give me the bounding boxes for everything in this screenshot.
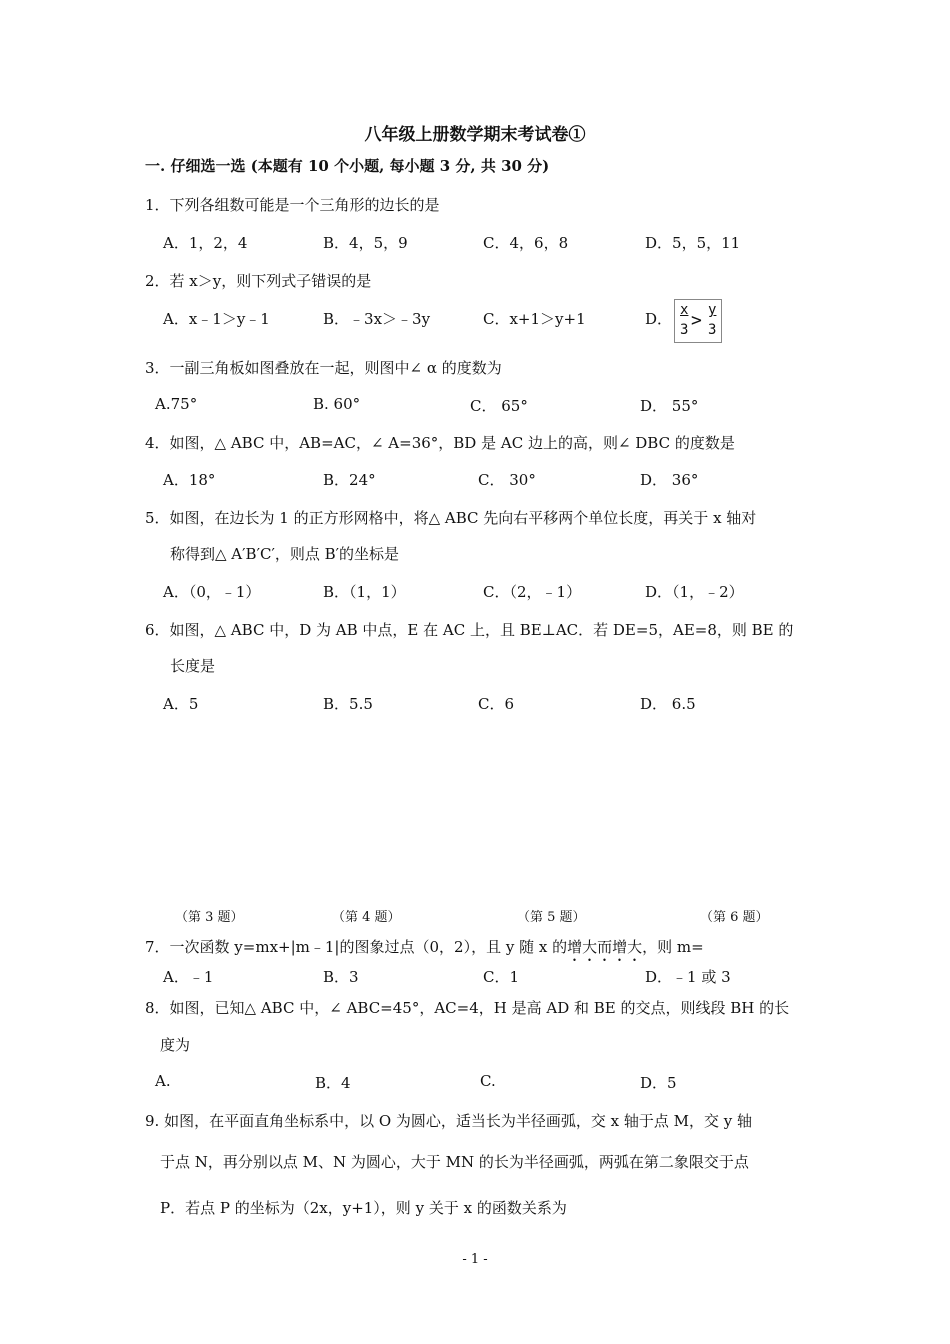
q3-option-a: A.75°	[155, 395, 198, 413]
caption-q3: （第 3 题）	[175, 910, 244, 925]
q7-option-d: D．﹣1 或 3	[645, 968, 731, 986]
caption-q6: （第 6 题）	[700, 910, 769, 925]
question-9: 9. 如图，在平面直角坐标系中，以 O 为圆心，适当长为半径画弧，交 x 轴于点 M，交 y 轴	[145, 1112, 753, 1130]
q3-option-b: B. 60°	[313, 395, 361, 413]
q1-option-a: A．1，2，4	[163, 234, 248, 252]
question-9-cont2: P．若点 P 的坐标为（2x，y+1），则 y 关于 x 的函数关系为	[160, 1199, 567, 1217]
page-title: 八年级上册数学期末考试卷①	[364, 125, 586, 145]
q1-option-b: B．4，5，9	[323, 234, 408, 252]
q4-option-d: D． 36°	[640, 471, 699, 489]
q2-option-d: D．	[645, 310, 673, 328]
section-heading: 一. 仔细选一选 (本题有 10 个小题, 每小题 3 分, 共 30 分)	[145, 157, 550, 175]
q6-option-c: C．6	[478, 695, 515, 713]
question-4: 4．如图，△ ABC 中，AB=AC，∠ A=36°，BD 是 AC 边上的高，则∠ DBC 的度数是	[145, 434, 735, 452]
question-1: 1．下列各组数可能是一个三角形的边长的是	[145, 196, 440, 214]
q6-option-b: B．5.5	[323, 695, 373, 713]
q5-option-d: D．（1，﹣2）	[645, 583, 744, 601]
q4-option-b: B．24°	[323, 471, 376, 489]
question-6: 6．如图，△ ABC 中，D 为 AB 中点，E 在 AC 上，且 BE⊥AC．若 DE=5，AE=8，则 BE 的	[145, 621, 794, 639]
caption-q5: （第 5 题）	[517, 910, 586, 925]
q6-option-d: D． 6.5	[640, 695, 696, 713]
fraction-numerator-x: x	[680, 302, 689, 318]
question-8: 8．如图，已知△ ABC 中，∠ ABC=45°，AC=4，H 是高 AD 和 BE 的交点，则线段 BH 的长	[145, 999, 790, 1017]
q5-option-a: A．（0，﹣1）	[163, 583, 261, 601]
q2-option-b: B．﹣3x＞﹣3y	[323, 310, 431, 328]
question-7	[145, 936, 704, 965]
q3-option-c: C． 65°	[470, 397, 528, 415]
q4-option-a: A．18°	[163, 471, 216, 489]
q2-fraction-image	[674, 299, 722, 343]
question-5: 5．如图，在边长为 1 的正方形网格中，将△ ABC 先向右平移两个单位长度，再关于 x 轴对	[145, 509, 757, 527]
question-6-cont: 长度是	[170, 657, 216, 675]
fraction-denominator-3b: 3	[708, 322, 717, 338]
q7-option-a: A．﹣1	[163, 968, 214, 986]
q4-option-c: C． 30°	[478, 471, 536, 489]
q7-text-part2: ，则 m=	[642, 938, 704, 956]
q2-option-a: A．x﹣1＞y﹣1	[163, 310, 270, 328]
q7-option-c: C．1	[483, 968, 520, 986]
question-3: 3．一副三角板如图叠放在一起，则图中∠ α 的度数为	[145, 359, 502, 377]
q1-option-c: C．4，6，8	[483, 234, 569, 252]
question-5-cont: 称得到△ A′B′C′，则点 B′的坐标是	[170, 545, 400, 563]
q8-option-c: C.	[480, 1072, 496, 1090]
fraction-denominator-3: 3	[680, 322, 689, 338]
q6-option-a: A．5	[163, 695, 199, 713]
q2-option-c: C．x+1＞y+1	[483, 310, 586, 328]
q7-text-part1: 7．一次函数 y=mx+|m﹣1|的图象过点（0，2），且 y 随 x 的	[145, 938, 568, 956]
q5-option-b: B．（1，1）	[323, 583, 406, 601]
q7-emphasis-text: 增大而增大	[567, 938, 643, 956]
q8-option-b: B．4	[315, 1074, 351, 1092]
q7-option-b: B．3	[323, 968, 359, 986]
greater-than-sign: >	[691, 310, 702, 331]
q5-option-c: C．（2，﹣1）	[483, 583, 582, 601]
question-9-cont: 于点 N，再分别以点 M、N 为圆心，大于 MN 的长为半径画弧，两弧在第二象限交于点	[160, 1153, 749, 1171]
question-2: 2．若 x＞y，则下列式子错误的是	[145, 272, 372, 290]
fraction-numerator-y: y	[708, 302, 717, 318]
page-number: - 1 -	[462, 1252, 488, 1267]
q1-option-d: D．5，5，11	[645, 234, 741, 252]
question-8-cont: 度为	[160, 1036, 191, 1054]
q3-option-d: D． 55°	[640, 397, 699, 415]
q8-option-d: D．5	[640, 1074, 677, 1092]
q8-option-a: A.	[155, 1072, 171, 1090]
caption-q4: （第 4 题）	[332, 910, 401, 925]
